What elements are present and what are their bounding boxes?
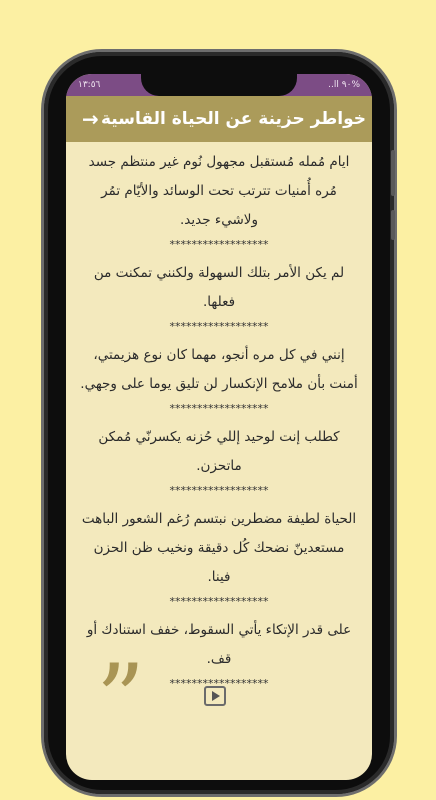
list-item: على قدر الإتكاء يأتي السقوط، خفف استنادك أو قف. — [86, 622, 352, 667]
status-right: ..ll ٩٠% — [328, 80, 360, 90]
separator: ****************** — [169, 402, 269, 415]
list-item: لم يكن الأمر بتلك السهولة ولكنني تمكنت من فعلها. — [93, 265, 345, 310]
app-bar — [66, 96, 372, 142]
page-title: خواطر حزينة عن الحياة القاسية — [101, 109, 366, 129]
screen — [66, 74, 372, 780]
list-item: إنني في كل مره أنجو، مهما كان نوع هزيمتي، أمنت بأن ملامح الإنكسار لن تليق يوما على وجهي. — [80, 347, 358, 392]
arrow-right-icon[interactable]: → — [82, 107, 99, 131]
separator: ****************** — [169, 677, 269, 690]
camera-notch — [141, 74, 297, 96]
volume-button — [391, 150, 395, 196]
quote-icon: ” — [96, 644, 146, 756]
list-item: كطلب إنت لوحيد إللي حُزنه يكسرنّي مُمكن ماتحزن. — [98, 429, 340, 474]
separator: ****************** — [169, 320, 269, 333]
separator: ****************** — [169, 595, 269, 608]
play-icon[interactable] — [204, 686, 226, 706]
power-button — [391, 210, 395, 240]
status-left: ١٣:٥٦ — [78, 80, 101, 90]
separator: ****************** — [169, 484, 269, 497]
list-item: ايام مُمله مُستقبل مجهول نُوم غير منتظم جسد مُره أُمنيات تترتب تحت الوسائد والأيّام تمُر ولاشيء جديد. — [88, 154, 350, 228]
separator: ****************** — [169, 238, 269, 251]
list-item: الحياة لطيفة مضطرين نبتسم رُغم الشعور الباهت مستعدينّ نضحك كُل دقيقة ونخيب ظن الحزن فينا. — [81, 511, 357, 585]
